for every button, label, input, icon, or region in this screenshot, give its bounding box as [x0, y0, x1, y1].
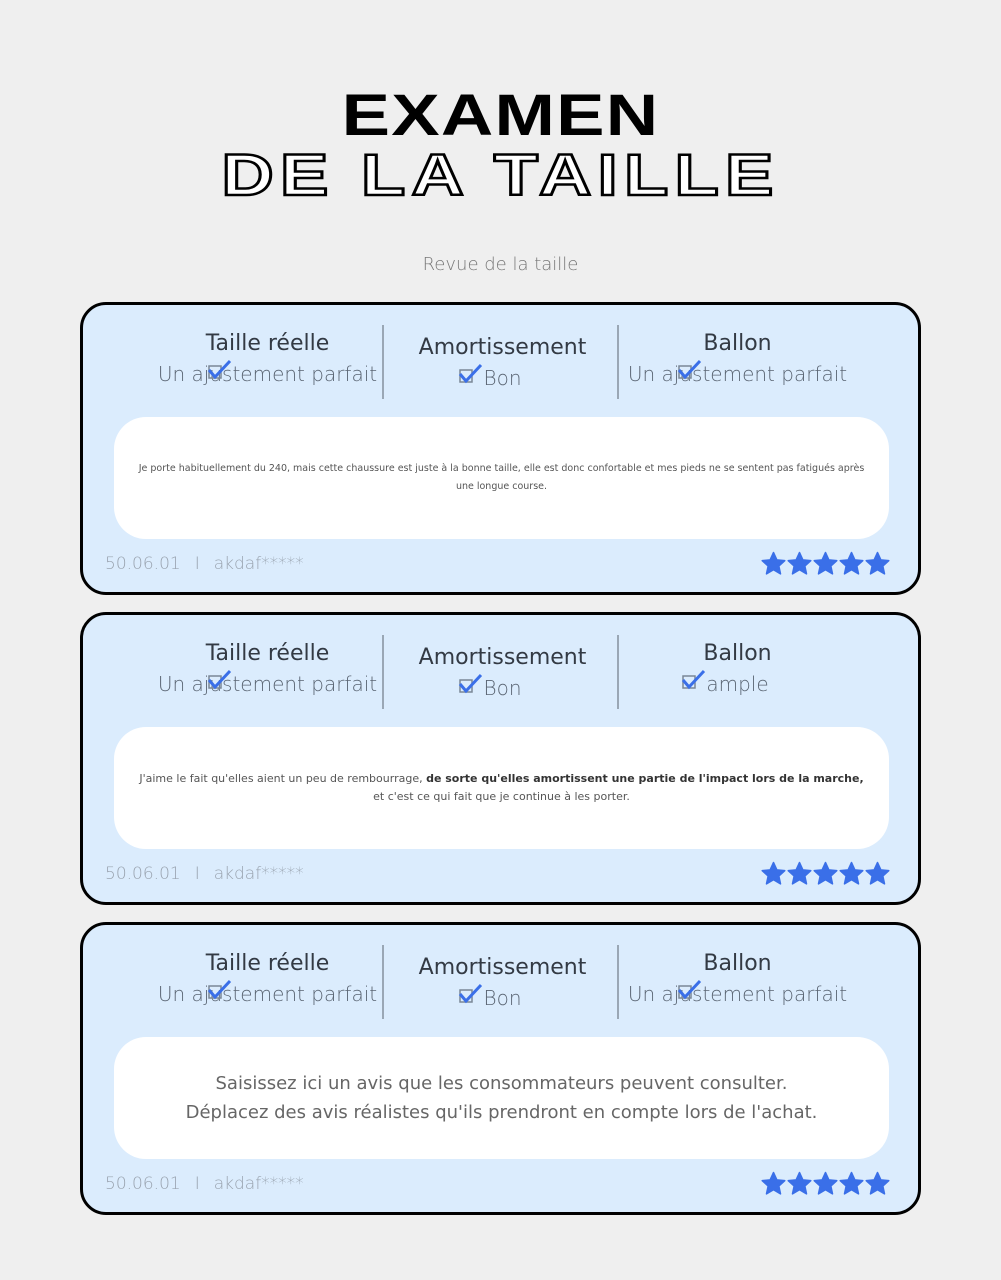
attribute-value: Bon: [483, 366, 521, 390]
attribute-value: Un ajustement parfait: [628, 982, 847, 1006]
attribute-title: Ballon: [703, 331, 772, 356]
attribute-column: [150, 947, 385, 1021]
attribute-value: Un ajustement parfait: [158, 982, 377, 1006]
meta-separator: I: [194, 554, 200, 574]
meta-separator: I: [194, 864, 200, 884]
review-user: akdaf*****: [213, 1174, 304, 1194]
attribute-title: Taille réelle: [205, 331, 330, 356]
column-divider: [617, 945, 619, 1019]
checkbox-checked-icon: [206, 668, 232, 692]
star-rating: [761, 1171, 890, 1196]
attribute-column: [620, 637, 855, 711]
attribute-title: Amortissement: [418, 955, 587, 980]
review-card: [80, 612, 921, 905]
star-icon: [761, 1171, 786, 1196]
star-icon: [787, 1171, 812, 1196]
star-icon: [787, 551, 812, 576]
review-text: Saisissez ici un avis que les consommateurs peuvent consulter. Déplacez des avis réalistes qu'ils prendront en compte lors de l'achat.: [185, 1073, 818, 1123]
star-icon: [787, 861, 812, 886]
star-icon: [839, 551, 864, 576]
subtitle: Revue de la taille: [422, 254, 579, 275]
star-icon: [813, 551, 838, 576]
attribute-title: Ballon: [703, 951, 772, 976]
checkbox-checked-icon: [457, 672, 483, 696]
star-rating: [761, 551, 890, 576]
attribute-value: ample: [706, 672, 768, 696]
attribute-value: Un ajustement parfait: [158, 672, 377, 696]
star-icon: [813, 861, 838, 886]
review-text: Je porte habituellement du 240, mais cette chaussure est juste à la bonne taille, elle est donc confortable et mes pieds ne se sentent pas fatigués après une longue course.: [138, 463, 865, 492]
column-divider: [382, 945, 384, 1019]
review-meta: [105, 554, 318, 574]
star-icon: [761, 861, 786, 886]
column-divider: [617, 635, 619, 709]
review-date: 50.06.01: [105, 554, 181, 574]
review-card: [80, 302, 921, 595]
star-icon: [865, 1171, 890, 1196]
column-divider: [382, 635, 384, 709]
checkbox-checked-icon: [457, 362, 483, 386]
meta-separator: I: [194, 1174, 200, 1194]
attribute-column: [150, 327, 385, 401]
attribute-title: Amortissement: [418, 335, 587, 360]
attribute-value: Bon: [483, 986, 521, 1010]
review-meta: [105, 864, 318, 884]
star-icon: [865, 551, 890, 576]
checkbox-checked-icon: [676, 358, 702, 382]
attribute-title: Amortissement: [418, 645, 587, 670]
review-date: 50.06.01: [105, 864, 181, 884]
checkbox-checked-icon: [457, 982, 483, 1006]
attribute-column: [620, 327, 855, 401]
review-user: akdaf*****: [213, 554, 304, 574]
review-text-box: [114, 417, 889, 539]
attribute-column: [620, 947, 855, 1021]
attribute-column: [385, 637, 620, 711]
attribute-column: [385, 327, 620, 401]
attribute-column: [150, 637, 385, 711]
review-meta: [105, 1174, 318, 1194]
title-line-2: DE LA TAILLE: [221, 143, 780, 208]
review-date: 50.06.01: [105, 1174, 181, 1194]
attribute-value: Un ajustement parfait: [158, 362, 377, 386]
star-rating: [761, 861, 890, 886]
review-text-box: [114, 1037, 889, 1159]
review-text: J'aime le fait qu'elles aient un peu de rembourrage, de sorte qu'elles amortissent une partie de l'impact lors de la marche, et c'est ce qui fait que je continue à les porter.: [139, 772, 864, 803]
column-divider: [617, 325, 619, 399]
checkbox-checked-icon: [680, 668, 706, 692]
attribute-title: Taille réelle: [205, 951, 330, 976]
review-text-box: [114, 727, 889, 849]
star-icon: [761, 551, 786, 576]
attribute-title: Taille réelle: [205, 641, 330, 666]
attribute-column: [385, 947, 620, 1021]
checkbox-checked-icon: [206, 358, 232, 382]
title-line-1: EXAMEN: [341, 83, 660, 148]
star-icon: [813, 1171, 838, 1196]
star-icon: [839, 861, 864, 886]
star-icon: [839, 1171, 864, 1196]
column-divider: [382, 325, 384, 399]
attribute-value: Un ajustement parfait: [628, 362, 847, 386]
checkbox-checked-icon: [206, 978, 232, 1002]
review-user: akdaf*****: [213, 864, 304, 884]
attribute-value: Bon: [483, 676, 521, 700]
attribute-title: Ballon: [703, 641, 772, 666]
star-icon: [865, 861, 890, 886]
checkbox-checked-icon: [676, 978, 702, 1002]
review-card: [80, 922, 921, 1215]
